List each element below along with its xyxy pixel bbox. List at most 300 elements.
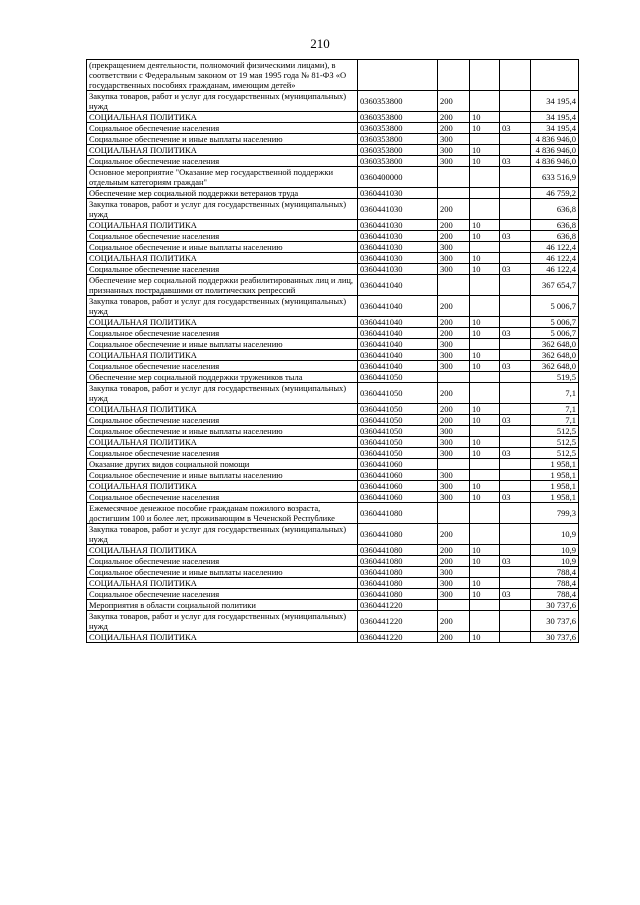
row-csr-code-cell [358,60,438,91]
page-number: 210 [310,36,330,51]
row-expense-type-cell [438,60,470,91]
row-subsection-cell [500,404,531,415]
row-subsection-cell [500,524,531,545]
row-name-cell: Социальное обеспечение населения [87,328,358,339]
row-section-cell [470,134,500,145]
row-name-cell: СОЦИАЛЬНАЯ ПОЛИТИКА [87,481,358,492]
table-row [87,361,579,372]
table-row [87,426,579,437]
row-amount-cell: 1 958,1 [531,481,579,492]
row-name-cell: Социальное обеспечение и иные выплаты населению [87,567,358,578]
row-expense-type-cell [438,503,470,524]
row-subsection-cell [500,632,531,643]
row-csr-code-cell: 0360441080 [358,524,438,545]
row-name-cell: Закупка товаров, работ и услуг для государственных (муниципальных) нужд [87,296,358,317]
row-subsection-cell [500,426,531,437]
row-csr-code-cell: 0360441040 [358,317,438,328]
row-amount-cell: 1 958,1 [531,470,579,481]
row-section-cell: 10 [470,437,500,448]
row-amount-cell: 4 836 946,0 [531,134,579,145]
row-name-cell: (прекращением деятельности, полномочий физическими лицами), в соответствии с Федеральным законом от 19 мая 1995 года № 81-ФЗ «О государственных пособиях гражданам, имеющим детей» [87,60,358,91]
row-expense-type-cell: 200 [438,524,470,545]
row-section-cell [470,470,500,481]
row-subsection-cell [500,459,531,470]
row-section-cell: 10 [470,481,500,492]
row-expense-type-cell [438,459,470,470]
row-csr-code-cell: 0360441080 [358,589,438,600]
row-name-cell: СОЦИАЛЬНАЯ ПОЛИТИКА [87,545,358,556]
table-row [87,91,579,112]
row-subsection-cell: 03 [500,556,531,567]
row-csr-code-cell: 0360441060 [358,459,438,470]
row-expense-type-cell: 300 [438,156,470,167]
row-csr-code-cell: 0360353800 [358,123,438,134]
row-subsection-cell: 03 [500,231,531,242]
table-row [87,231,579,242]
row-section-cell: 10 [470,545,500,556]
row-csr-code-cell: 0360441220 [358,632,438,643]
row-subsection-cell [500,503,531,524]
row-subsection-cell [500,188,531,199]
row-name-cell: Социальное обеспечение и иные выплаты населению [87,339,358,350]
row-section-cell: 10 [470,404,500,415]
row-subsection-cell [500,611,531,632]
row-amount-cell: 46 122,4 [531,253,579,264]
table-row [87,611,579,632]
row-amount-cell: 46 759,2 [531,188,579,199]
row-csr-code-cell: 0360441220 [358,611,438,632]
table-row [87,589,579,600]
row-name-cell: СОЦИАЛЬНАЯ ПОЛИТИКА [87,404,358,415]
row-expense-type-cell: 200 [438,415,470,426]
row-section-cell [470,296,500,317]
row-section-cell: 10 [470,448,500,459]
table-row [87,470,579,481]
row-section-cell: 10 [470,145,500,156]
row-expense-type-cell: 200 [438,632,470,643]
row-subsection-cell [500,275,531,296]
row-subsection-cell [500,112,531,123]
row-name-cell: Обеспечение мер социальной поддержки тружеников тыла [87,372,358,383]
row-subsection-cell [500,220,531,231]
row-amount-cell: 34 195,4 [531,91,579,112]
table-row [87,481,579,492]
table-row [87,372,579,383]
row-name-cell: Социальное обеспечение населения [87,264,358,275]
row-expense-type-cell: 200 [438,328,470,339]
row-expense-type-cell: 200 [438,383,470,404]
row-section-cell: 10 [470,492,500,503]
table-row [87,492,579,503]
row-csr-code-cell: 0360441030 [358,231,438,242]
row-csr-code-cell: 0360441030 [358,220,438,231]
row-section-cell [470,600,500,611]
row-section-cell: 10 [470,317,500,328]
row-csr-code-cell: 0360441080 [358,556,438,567]
row-expense-type-cell: 300 [438,481,470,492]
row-name-cell: Социальное обеспечение и иные выплаты населению [87,426,358,437]
row-subsection-cell [500,167,531,188]
row-csr-code-cell: 0360441050 [358,415,438,426]
row-csr-code-cell: 0360441030 [358,242,438,253]
row-name-cell: Социальное обеспечение населения [87,448,358,459]
row-amount-cell: 5 006,7 [531,317,579,328]
row-expense-type-cell: 300 [438,448,470,459]
row-amount-cell: 367 654,7 [531,275,579,296]
row-section-cell: 10 [470,112,500,123]
row-amount-cell: 633 516,9 [531,167,579,188]
table-row [87,545,579,556]
row-csr-code-cell: 0360441050 [358,372,438,383]
row-amount-cell: 1 958,1 [531,492,579,503]
row-name-cell: Социальное обеспечение и иные выплаты населению [87,470,358,481]
row-name-cell: Социальное обеспечение населения [87,361,358,372]
row-amount-cell: 362 648,0 [531,361,579,372]
table-row [87,578,579,589]
row-amount-cell: 512,5 [531,437,579,448]
row-section-cell [470,459,500,470]
row-expense-type-cell: 300 [438,361,470,372]
row-amount-cell: 362 648,0 [531,339,579,350]
row-amount-cell [531,60,579,91]
table-row [87,188,579,199]
row-expense-type-cell: 300 [438,589,470,600]
row-name-cell: СОЦИАЛЬНАЯ ПОЛИТИКА [87,632,358,643]
table-row [87,448,579,459]
row-expense-type-cell: 300 [438,134,470,145]
table-row [87,112,579,123]
row-name-cell: Социальное обеспечение населения [87,415,358,426]
table-row [87,459,579,470]
row-section-cell [470,567,500,578]
row-expense-type-cell: 300 [438,426,470,437]
row-subsection-cell [500,145,531,156]
row-expense-type-cell: 300 [438,145,470,156]
row-amount-cell: 30 737,6 [531,600,579,611]
row-subsection-cell [500,242,531,253]
row-expense-type-cell: 200 [438,123,470,134]
row-name-cell: Основное мероприятие "Оказание мер государственной поддержки отдельным категориям граждан" [87,167,358,188]
row-section-cell [470,167,500,188]
row-csr-code-cell: 0360441030 [358,253,438,264]
row-subsection-cell [500,317,531,328]
row-amount-cell: 34 195,4 [531,123,579,134]
row-amount-cell: 362 648,0 [531,350,579,361]
table-row [87,199,579,220]
row-name-cell: Закупка товаров, работ и услуг для государственных (муниципальных) нужд [87,91,358,112]
row-expense-type-cell: 200 [438,611,470,632]
table-row [87,404,579,415]
row-name-cell: Мероприятия в области социальной политики [87,600,358,611]
row-amount-cell: 4 836 946,0 [531,145,579,156]
row-amount-cell: 788,4 [531,578,579,589]
row-expense-type-cell: 200 [438,91,470,112]
row-csr-code-cell: 0360441050 [358,426,438,437]
table-row [87,556,579,567]
row-subsection-cell [500,481,531,492]
row-name-cell: Обеспечение мер социальной поддержки реабилитированных лиц и лиц, признанных пострадавшими от политических репрессий [87,275,358,296]
row-section-cell: 10 [470,632,500,643]
row-amount-cell: 5 006,7 [531,328,579,339]
table-row [87,123,579,134]
row-section-cell: 10 [470,264,500,275]
row-subsection-cell [500,253,531,264]
row-amount-cell: 46 122,4 [531,264,579,275]
row-subsection-cell: 03 [500,328,531,339]
row-section-cell: 10 [470,578,500,589]
table-row [87,296,579,317]
row-section-cell [470,426,500,437]
row-csr-code-cell: 0360400000 [358,167,438,188]
row-section-cell [470,91,500,112]
row-section-cell: 10 [470,589,500,600]
row-expense-type-cell: 300 [438,339,470,350]
row-expense-type-cell: 300 [438,437,470,448]
row-expense-type-cell: 200 [438,220,470,231]
row-expense-type-cell: 200 [438,556,470,567]
row-name-cell: Социальное обеспечение и иные выплаты населению [87,134,358,145]
row-amount-cell: 7,1 [531,383,579,404]
row-section-cell [470,199,500,220]
row-amount-cell: 636,8 [531,220,579,231]
row-amount-cell: 30 737,6 [531,632,579,643]
row-expense-type-cell: 300 [438,492,470,503]
row-name-cell: Социальное обеспечение населения [87,156,358,167]
row-subsection-cell [500,372,531,383]
row-expense-type-cell [438,372,470,383]
row-amount-cell: 30 737,6 [531,611,579,632]
row-amount-cell: 512,5 [531,426,579,437]
row-expense-type-cell: 200 [438,545,470,556]
row-expense-type-cell: 300 [438,242,470,253]
table-row [87,253,579,264]
row-section-cell [470,611,500,632]
row-name-cell: СОЦИАЛЬНАЯ ПОЛИТИКА [87,253,358,264]
row-amount-cell: 10,9 [531,556,579,567]
row-csr-code-cell: 0360441040 [358,339,438,350]
row-section-cell: 10 [470,253,500,264]
row-subsection-cell [500,437,531,448]
table-row [87,264,579,275]
row-subsection-cell [500,60,531,91]
budget-table-body [87,60,579,643]
row-name-cell: Закупка товаров, работ и услуг для государственных (муниципальных) нужд [87,611,358,632]
row-amount-cell: 10,9 [531,524,579,545]
row-amount-cell: 799,3 [531,503,579,524]
row-expense-type-cell: 300 [438,578,470,589]
row-section-cell [470,503,500,524]
row-amount-cell: 7,1 [531,415,579,426]
row-subsection-cell [500,91,531,112]
row-subsection-cell [500,545,531,556]
row-csr-code-cell: 0360441080 [358,567,438,578]
row-expense-type-cell: 200 [438,112,470,123]
row-csr-code-cell: 0360441050 [358,448,438,459]
table-row [87,437,579,448]
row-csr-code-cell: 0360441040 [358,275,438,296]
row-section-cell [470,372,500,383]
row-expense-type-cell [438,600,470,611]
row-subsection-cell [500,470,531,481]
row-csr-code-cell: 0360441060 [358,481,438,492]
row-name-cell: СОЦИАЛЬНАЯ ПОЛИТИКА [87,578,358,589]
row-csr-code-cell: 0360441080 [358,503,438,524]
table-row [87,339,579,350]
row-subsection-cell [500,296,531,317]
row-section-cell: 10 [470,156,500,167]
row-subsection-cell: 03 [500,415,531,426]
row-subsection-cell: 03 [500,264,531,275]
table-row [87,167,579,188]
table-row [87,145,579,156]
table-row [87,60,579,91]
row-amount-cell: 788,4 [531,589,579,600]
row-expense-type-cell: 200 [438,404,470,415]
row-amount-cell: 636,8 [531,231,579,242]
row-csr-code-cell: 0360353800 [358,91,438,112]
row-section-cell: 10 [470,415,500,426]
row-section-cell: 10 [470,123,500,134]
table-row [87,350,579,361]
row-section-cell: 10 [470,350,500,361]
row-csr-code-cell: 0360441060 [358,470,438,481]
row-name-cell: Закупка товаров, работ и услуг для государственных (муниципальных) нужд [87,199,358,220]
table-row [87,156,579,167]
row-subsection-cell: 03 [500,361,531,372]
table-row [87,415,579,426]
row-expense-type-cell: 300 [438,253,470,264]
row-csr-code-cell: 0360353800 [358,112,438,123]
row-subsection-cell [500,339,531,350]
row-name-cell: Закупка товаров, работ и услуг для государственных (муниципальных) нужд [87,383,358,404]
row-csr-code-cell: 0360441060 [358,492,438,503]
row-section-cell [470,383,500,404]
row-subsection-cell [500,134,531,145]
row-csr-code-cell: 0360441050 [358,404,438,415]
row-amount-cell: 10,9 [531,545,579,556]
row-name-cell: Ежемесячное денежное пособие гражданам пожилого возраста, достигшим 100 и более лет, проживающим в Чеченской Республике [87,503,358,524]
row-amount-cell: 512,5 [531,448,579,459]
row-name-cell: Социальное обеспечение населения [87,556,358,567]
row-amount-cell: 5 006,7 [531,296,579,317]
row-csr-code-cell: 0360441040 [358,350,438,361]
row-expense-type-cell: 200 [438,231,470,242]
row-expense-type-cell: 300 [438,567,470,578]
row-name-cell: СОЦИАЛЬНАЯ ПОЛИТИКА [87,350,358,361]
row-subsection-cell: 03 [500,589,531,600]
row-expense-type-cell: 300 [438,470,470,481]
row-csr-code-cell: 0360441030 [358,199,438,220]
row-amount-cell: 788,4 [531,567,579,578]
row-name-cell: СОЦИАЛЬНАЯ ПОЛИТИКА [87,220,358,231]
row-amount-cell: 7,1 [531,404,579,415]
row-csr-code-cell: 0360441040 [358,361,438,372]
row-subsection-cell [500,350,531,361]
row-subsection-cell [500,600,531,611]
row-expense-type-cell [438,188,470,199]
row-section-cell: 10 [470,361,500,372]
row-expense-type-cell: 300 [438,350,470,361]
row-section-cell [470,60,500,91]
row-name-cell: Социальное обеспечение и иные выплаты населению [87,242,358,253]
row-name-cell: СОЦИАЛЬНАЯ ПОЛИТИКА [87,145,358,156]
row-section-cell [470,188,500,199]
row-csr-code-cell: 0360441050 [358,383,438,404]
table-row [87,524,579,545]
row-subsection-cell [500,567,531,578]
row-csr-code-cell: 0360353800 [358,134,438,145]
row-section-cell [470,339,500,350]
row-section-cell: 10 [470,220,500,231]
table-row [87,503,579,524]
row-section-cell [470,524,500,545]
row-name-cell: СОЦИАЛЬНАЯ ПОЛИТИКА [87,317,358,328]
row-expense-type-cell: 200 [438,296,470,317]
row-name-cell: Социальное обеспечение населения [87,231,358,242]
table-row [87,600,579,611]
row-name-cell: Оказание других видов социальной помощи [87,459,358,470]
row-name-cell: СОЦИАЛЬНАЯ ПОЛИТИКА [87,437,358,448]
row-subsection-cell: 03 [500,156,531,167]
row-subsection-cell: 03 [500,492,531,503]
row-csr-code-cell: 0360441040 [358,296,438,317]
row-expense-type-cell: 200 [438,317,470,328]
row-amount-cell: 34 195,4 [531,112,579,123]
row-expense-type-cell [438,275,470,296]
row-amount-cell: 636,8 [531,199,579,220]
row-csr-code-cell: 0360441080 [358,578,438,589]
row-amount-cell: 1 958,1 [531,459,579,470]
table-row [87,317,579,328]
row-csr-code-cell: 0360441220 [358,600,438,611]
row-name-cell: Социальное обеспечение населения [87,492,358,503]
row-csr-code-cell: 0360441030 [358,188,438,199]
table-row [87,328,579,339]
row-name-cell: Социальное обеспечение населения [87,589,358,600]
row-name-cell: Закупка товаров, работ и услуг для государственных (муниципальных) нужд [87,524,358,545]
row-section-cell [470,242,500,253]
budget-table [86,59,579,643]
table-row [87,220,579,231]
row-amount-cell: 519,5 [531,372,579,383]
table-row [87,275,579,296]
row-subsection-cell [500,578,531,589]
row-expense-type-cell: 300 [438,264,470,275]
row-subsection-cell: 03 [500,448,531,459]
row-section-cell [470,275,500,296]
row-csr-code-cell: 0360441040 [358,328,438,339]
row-name-cell: СОЦИАЛЬНАЯ ПОЛИТИКА [87,112,358,123]
row-expense-type-cell: 200 [438,199,470,220]
row-subsection-cell [500,383,531,404]
row-section-cell: 10 [470,556,500,567]
table-row [87,632,579,643]
row-subsection-cell: 03 [500,123,531,134]
row-csr-code-cell: 0360441050 [358,437,438,448]
row-section-cell: 10 [470,231,500,242]
row-csr-code-cell: 0360353800 [358,156,438,167]
row-name-cell: Обеспечение мер социальной поддержки ветеранов труда [87,188,358,199]
row-subsection-cell [500,199,531,220]
row-section-cell: 10 [470,328,500,339]
row-amount-cell: 46 122,4 [531,242,579,253]
row-csr-code-cell: 0360441030 [358,264,438,275]
table-row [87,242,579,253]
row-csr-code-cell: 0360441080 [358,545,438,556]
table-row [87,567,579,578]
row-name-cell: Социальное обеспечение населения [87,123,358,134]
row-expense-type-cell [438,167,470,188]
